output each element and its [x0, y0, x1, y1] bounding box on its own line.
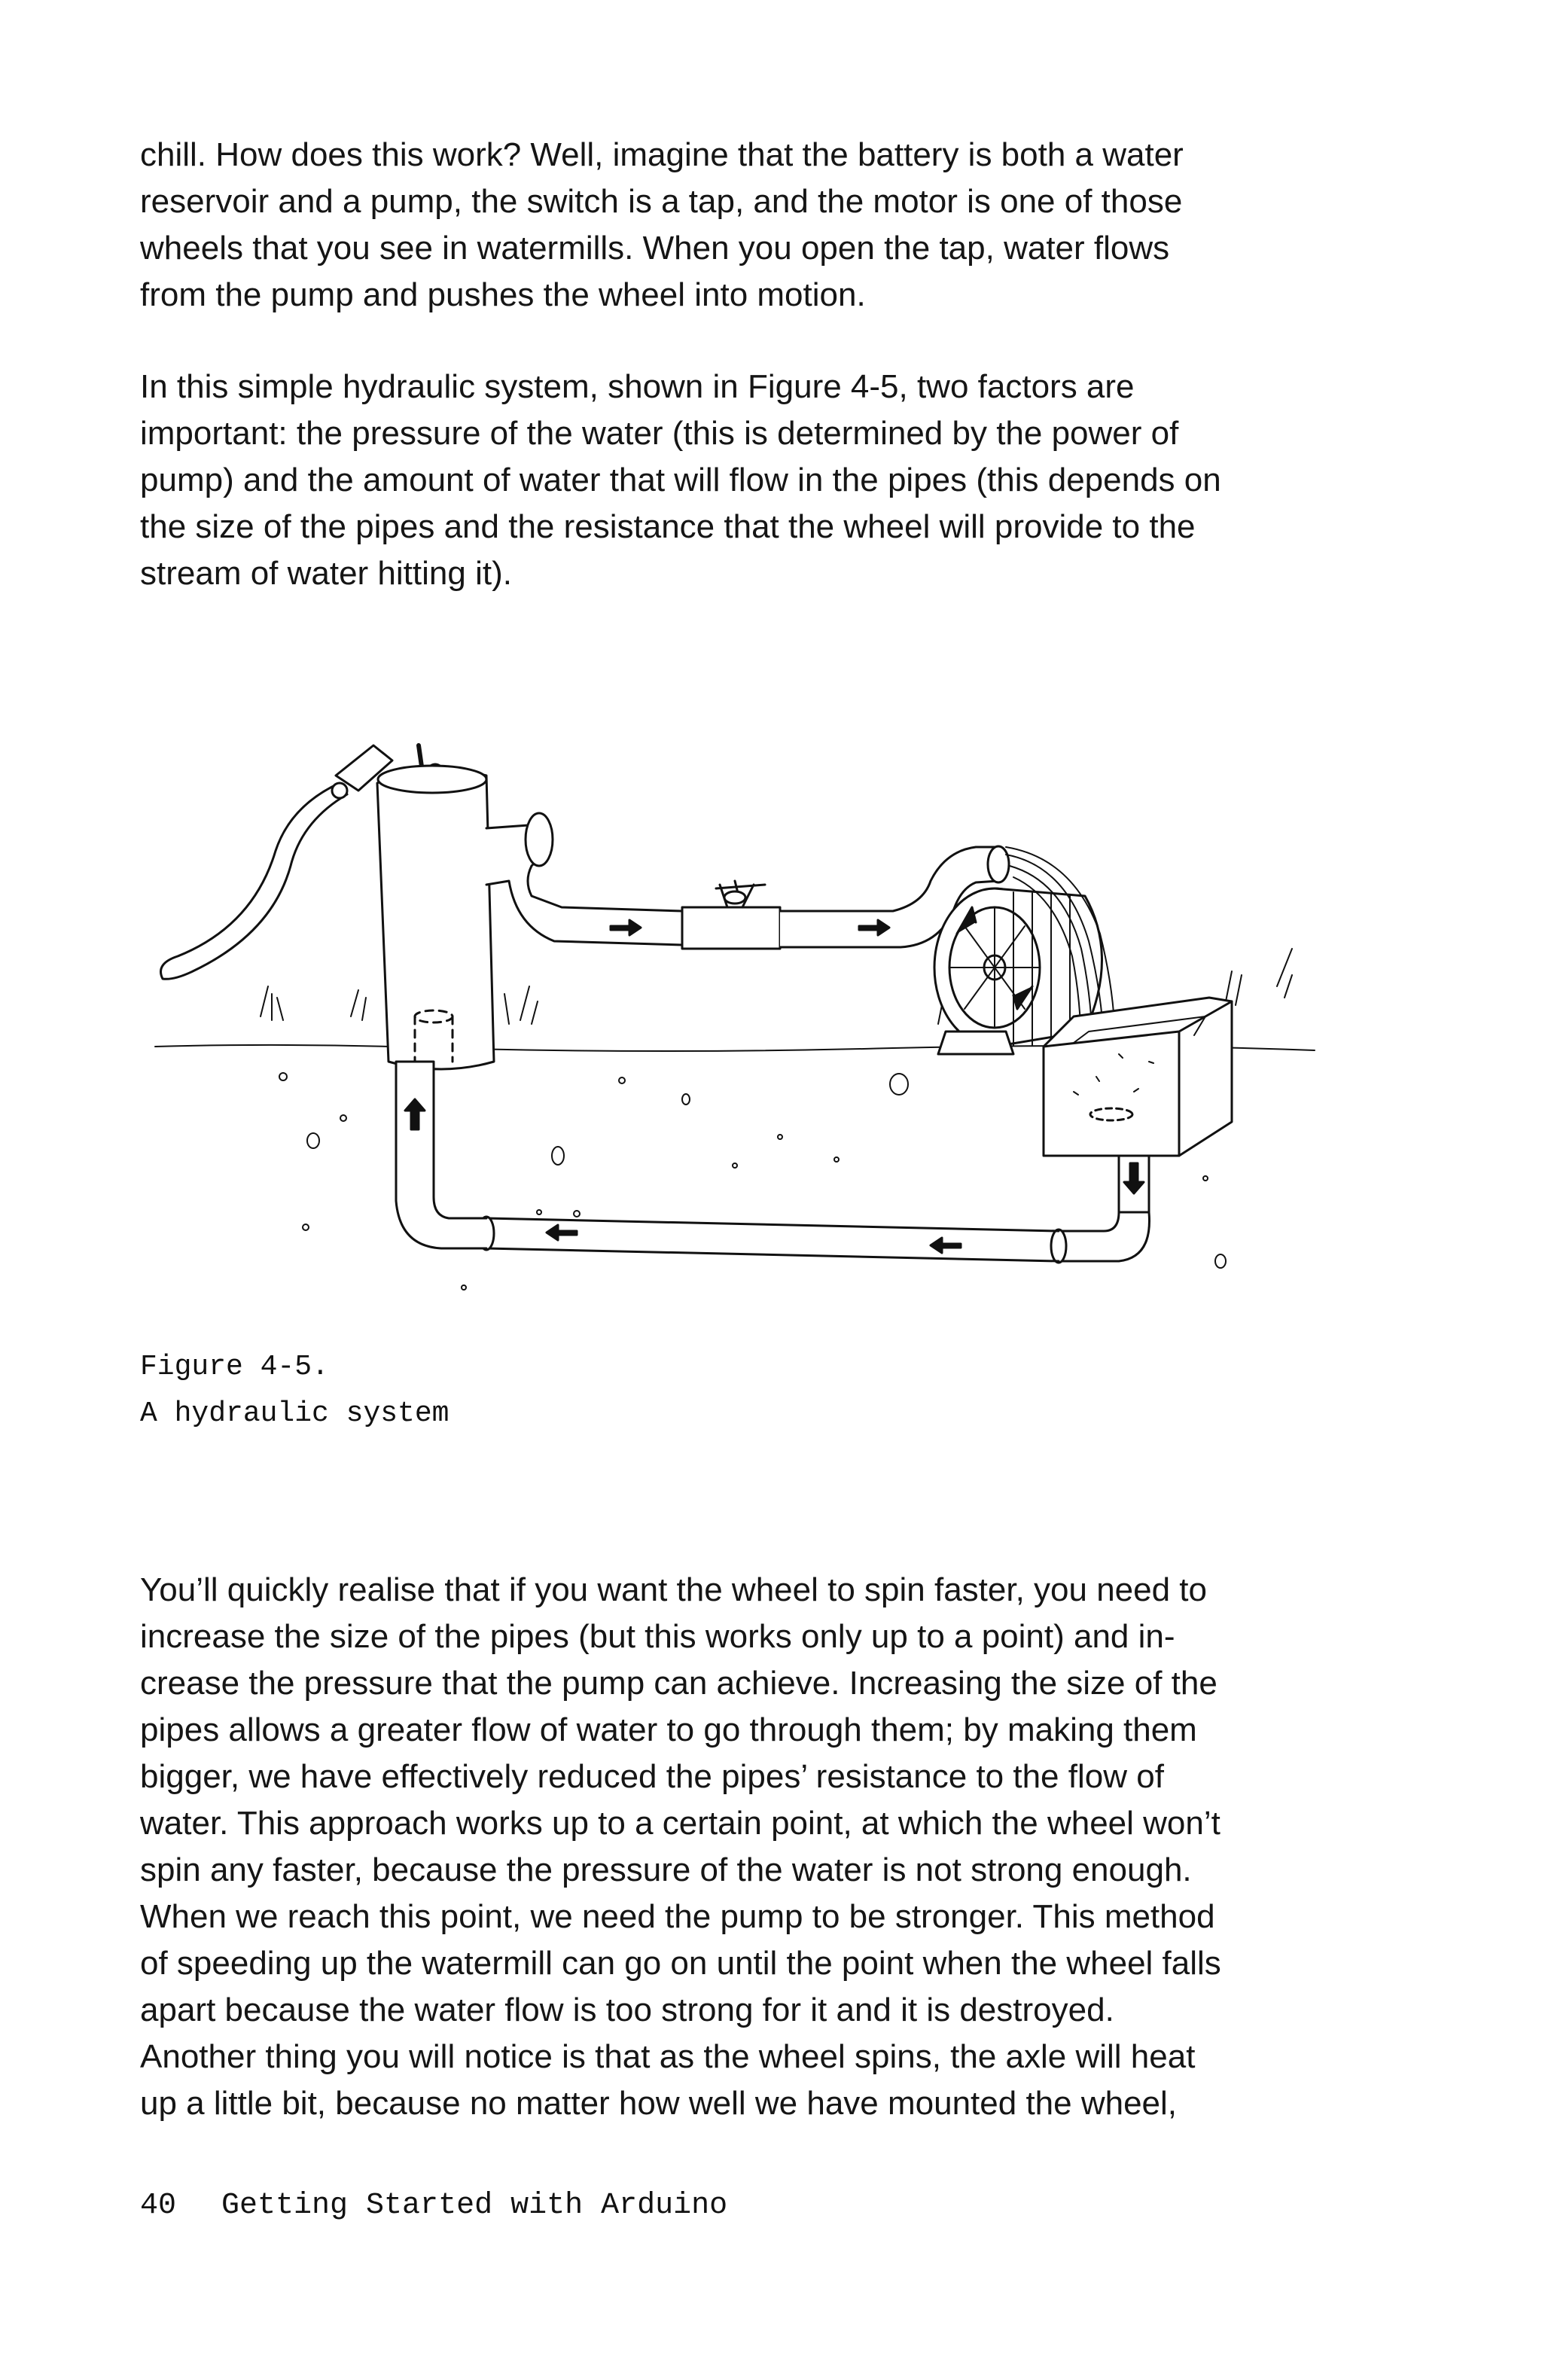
- text-line: pump) and the amount of water that will flow in the pipes (this depends on: [140, 462, 1221, 498]
- text-line: up a little bit, because no matter how well we have mounted the wheel,: [140, 2085, 1178, 2122]
- figure-label: Figure 4-5.: [140, 1351, 329, 1383]
- text-line: important: the pressure of the water (this is determined by the power of: [140, 415, 1179, 452]
- text-line: the size of the pipes and the resistance that the wheel will provide to the: [140, 508, 1196, 545]
- text-line: of speeding up the watermill can go on until the point when the wheel falls: [140, 1945, 1221, 1982]
- text-line: bigger, we have effectively reduced the pipes’ resistance to the flow of: [140, 1758, 1164, 1795]
- page-number: 40: [140, 2189, 177, 2223]
- figure-caption: [140, 1344, 449, 1437]
- text-line: In this simple hydraulic system, shown in Figure 4-5, two factors are: [140, 368, 1135, 405]
- figure-caption-text: A hydraulic system: [140, 1397, 449, 1430]
- flow-arrow: [547, 1225, 577, 1240]
- text-line: water. This approach works up to a certain point, at which the wheel won’t: [140, 1805, 1220, 1842]
- text-line: crease the pressure that the pump can achieve. Increasing the size of the: [140, 1665, 1217, 1702]
- text-line: You’ll quickly realise that if you want the wheel to spin faster, you need to: [140, 1571, 1208, 1608]
- pump-handle: [161, 783, 348, 979]
- pump-body: [377, 769, 494, 1069]
- return-pipe: [486, 1218, 1059, 1261]
- text-line: chill. How does this work? Well, imagine that the battery is both a water: [140, 136, 1184, 173]
- hydraulic-system-illustration: [140, 700, 1330, 1303]
- text-line: increase the size of the pipes (but this works only up to a point) and in-: [140, 1618, 1175, 1655]
- text-line: apart because the water flow is too strong for it and it is destroyed.: [140, 1991, 1114, 2028]
- tap-valve: [682, 907, 780, 949]
- text-line: pipes allows a greater flow of water to go through them; by making them: [140, 1711, 1197, 1748]
- collection-tank: [1044, 998, 1232, 1156]
- page-footer: [140, 2187, 727, 2225]
- text-line: Another thing you will notice is that as the wheel spins, the axle will heat: [140, 2038, 1196, 2075]
- text-line: spin any faster, because the pressure of the water is not strong enough.: [140, 1851, 1192, 1888]
- text-line: stream of water hitting it).: [140, 555, 512, 592]
- paragraph-3: [140, 1567, 1345, 2127]
- text-line: from the pump and pushes the wheel into motion.: [140, 276, 866, 313]
- paragraph-2: [140, 364, 1345, 597]
- book-title: Getting Started with Arduino: [221, 2189, 728, 2223]
- paragraph-1: [140, 132, 1345, 318]
- outlet-pipe: [486, 824, 682, 945]
- text-line: reservoir and a pump, the switch is a tap, and the motor is one of those: [140, 183, 1183, 220]
- text-line: When we reach this point, we need the pump to be stronger. This method: [140, 1898, 1215, 1935]
- text-line: wheels that you see in watermills. When you open the tap, water flows: [140, 230, 1170, 267]
- flow-arrow: [931, 1238, 961, 1253]
- flow-arrow: [1124, 1163, 1144, 1193]
